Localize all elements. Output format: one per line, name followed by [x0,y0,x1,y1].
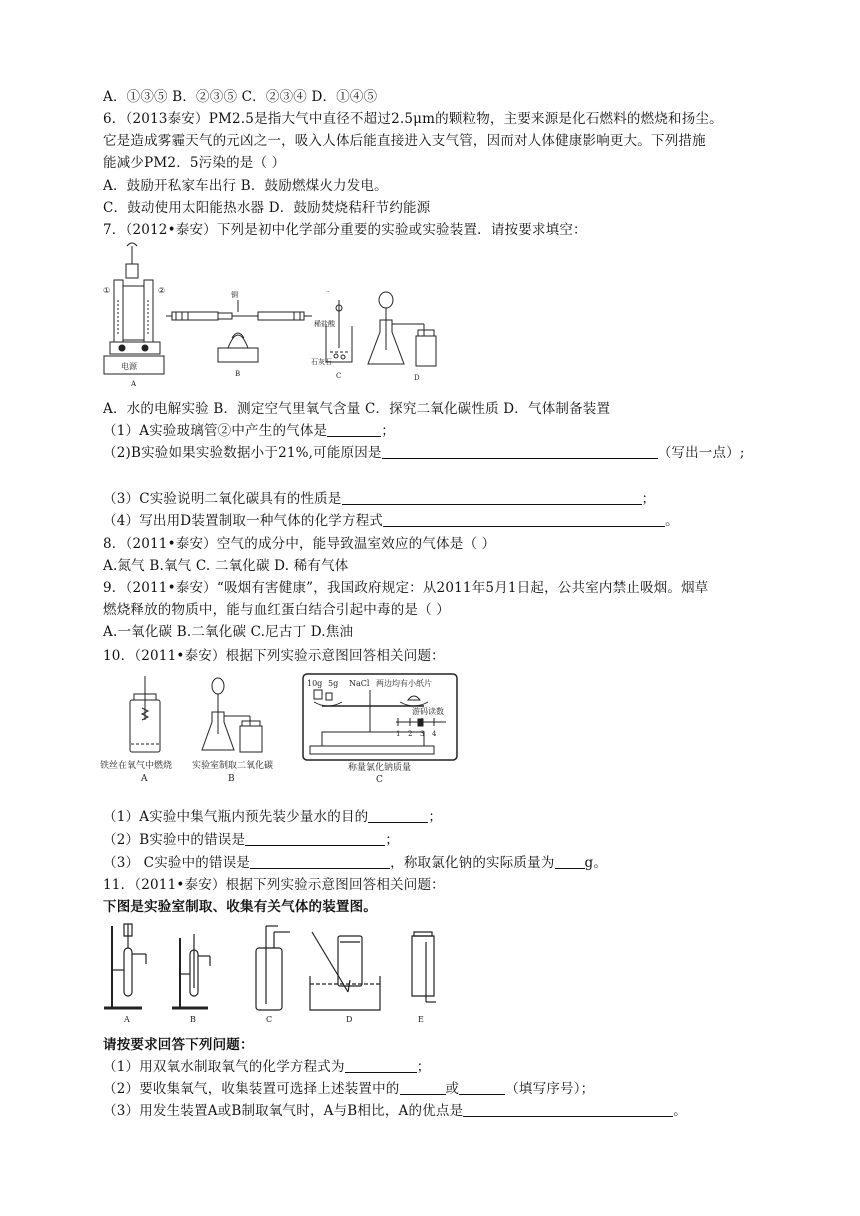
q7-sub1-text: （1）A实验玻璃管②中产生的气体是 [103,423,328,439]
paper-note: 两边均有小纸片 [376,679,432,688]
collector-e-inverted-bottle [412,932,436,1002]
fig-label-b: B [190,1015,196,1024]
caption-c: 称量氯化钠质量 [348,763,412,773]
q11-sub3-end: 。 [673,1103,687,1119]
fig-label-a: A [131,380,137,388]
weight-5g: 5g [328,679,339,688]
q10-stem: 10．（2011•泰安）根据下列实验示意图回答相关问题： [103,648,445,664]
q11-intro: 下图是实验室制取、收集有关气体的装置图。 [103,899,377,915]
q6-stem-line1: 6．（2013泰安）PM2.5是指大气中直径不超过2.5μm的颗粒物，主要来源是化石燃料的燃烧和扬尘。 [103,111,723,127]
q10-answer-blank-3[interactable] [250,855,390,869]
q8-options: A.氮气 B.氧气 C. 二氧化碳 D. 稀有气体 [103,558,349,574]
q10-sub3-mid: ，称取氯化钠的实际质量为 [390,855,555,871]
electrolysis-apparatus [104,243,164,374]
q10-figure-apparatus [100,672,460,784]
q11-sub2-end: （填写序号）； [505,1081,595,1097]
gas-generation-apparatus [368,292,436,366]
q10-sub3-text: （3） C实验中的错误是 [103,855,251,871]
nacl-label: NaCl [349,679,370,688]
q7-figure-apparatus [100,240,460,390]
fig-label-c: C [266,1015,273,1024]
q9-options: A.一氧化碳 B.二氧化碳 C.尼古丁 D.焦油 [103,624,354,640]
fig-label-d: D [414,374,420,382]
q7-answer-blank-4[interactable] [383,513,665,527]
fig-label-b: B [235,370,241,378]
q8-stem: 8．（2011•泰安）空气的成分中，能导致温室效应的气体是（ ） [103,536,496,552]
generator-b-long-neck-funnel [172,934,210,1008]
q11-sub2-text: （2）要收集氧气，收集装置可选择上述装置中的 [103,1081,400,1097]
q11-answer-blank-3[interactable] [459,1081,505,1095]
fig-label-c: C [336,372,342,380]
q11-sub1 [103,1058,430,1076]
q7-sub1-end: ； [381,423,395,439]
q10-sub2 [103,831,399,849]
q11-sub2 [103,1080,594,1098]
q11-answer-blank-2[interactable] [400,1081,446,1095]
fig-label-a: A [141,774,148,784]
q6-stem-line3: 能减少PM2．5污染的是（ ） [103,155,286,171]
fig-label-a: A [124,1015,130,1024]
q7-answer-blank-1[interactable] [327,423,381,437]
q7-sub3-end: ； [641,491,656,507]
caption-b: 实验室制取二氧化碳 [192,761,274,771]
scale-tick-1: 1 [396,730,401,738]
q7-stem: 7．（2012•泰安）下列是初中化学部分重要的实验或实验装置．请按要求填空： [103,222,587,238]
tube-label-1: ① [103,286,111,295]
q10-sub1-end: ； [428,809,443,825]
q11-answer-blank-1[interactable] [345,1059,417,1073]
collector-c-gas-bottle [256,926,290,1010]
q11-figure-apparatus [100,918,460,1030]
co2-preparation-apparatus [202,678,262,752]
co2-property-apparatus [326,300,352,362]
q11-ask: 请按要求回答下列问题： [103,1037,254,1053]
q7-captions: A．水的电解实验 B．测定空气里氧气含量 C．探究二氧化碳性质 D．气体制备装置 [103,401,611,417]
q10-sub2-text: （2）B实验中的错误是 [103,832,246,848]
iron-wire-combustion-jar [130,676,160,752]
caption-a: 铁丝在氧气中燃烧 [100,761,173,771]
acid-label: 稀盐酸 [314,320,335,328]
rider-reading-label: 游码读数 [412,707,444,716]
q10-answer-blank-1[interactable] [368,809,428,823]
fig-c-dots: .. [326,287,330,294]
q9-stem-line1: 9．（2011•泰安）“吸烟有害健康”，我国政府规定：从2011年5月1日起，公共室内禁止吸烟。烟草 [103,580,709,596]
q10-sub3-end: g。 [584,855,608,871]
q5-options: A．①③⑤ B．②③⑤ C．②③④ D．①④⑤ [103,89,378,105]
q11-stem: 11．（2011•泰安）根据下列实验示意图回答相关问题： [103,877,445,893]
q7-sub2-end: （写出一点）; [657,445,745,461]
q11-sub1-text: （1）用双氧水制取氧气的化学方程式为 [103,1059,345,1075]
q7-answer-blank-2[interactable] [382,445,658,459]
fig-label-d: D [346,1015,353,1024]
q7-sub4-end: 。 [665,513,679,529]
scale-tick-2: 2 [408,730,413,738]
scale-tick-4: 4 [432,730,437,738]
q7-sub1 [103,422,395,440]
q10-sub1 [103,808,442,826]
tube-label-2: ② [158,286,166,295]
q7-sub3 [103,490,655,508]
limestone-label: 石灰石 [311,358,332,366]
q11-sub1-end: ； [416,1059,431,1075]
q11-sub2-mid: 或 [445,1081,460,1097]
q6-options-cd: C．鼓动使用太阳能热水器 D．鼓励焚烧秸秆节约能源 [103,200,431,216]
q11-sub3 [103,1102,687,1120]
q7-sub2-text: （2)B实验如果实验数据小于21%,可能原因是 [103,445,382,461]
q6-stem-line2: 它是造成雾霾天气的元凶之一，吸入人体后能直接进入支气管，因而对人体健康影响更大。下列措施 [103,133,706,149]
copper-heating-apparatus [166,300,312,362]
fig-label-b: B [228,774,235,784]
fig-label-e: E [418,1015,424,1024]
power-supply-label: 电源 [121,362,137,371]
q7-sub4 [103,512,679,530]
scale-tick-3: 3 [420,730,425,738]
q10-answer-blank-2[interactable] [245,832,385,846]
generator-a-separatory-funnel [104,924,146,1008]
q6-options-ab: A．鼓励开私家车出行 B．鼓励燃煤火力发电。 [103,178,388,194]
copper-label: 铜 [231,291,238,299]
q10-sub3 [103,854,607,872]
q10-sub1-text: （1）A实验中集气瓶内预先装少量水的目的 [103,809,369,825]
q11-sub3-text: （3）用发生装置A或B制取氧气时，A与B相比，A的优点是 [103,1103,464,1119]
q9-stem-line2: 燃烧释放的物质中，能与血红蛋白结合引起中毒的是（ ） [103,602,450,618]
q10-answer-blank-4[interactable] [555,855,585,869]
q7-sub3-text: （3）C实验说明二氧化碳具有的性质是 [103,491,342,507]
q7-sub2 [103,444,745,462]
q7-answer-blank-3[interactable] [342,491,642,505]
fig-label-c: C [376,775,383,784]
collector-d-water-displacement [310,932,380,1010]
weight-10g: 10g [307,679,323,688]
q11-answer-blank-4[interactable] [463,1103,673,1117]
q10-sub2-end: ； [385,832,399,848]
q7-sub4-text: （4）写出用D装置制取一种气体的化学方程式 [103,513,384,529]
